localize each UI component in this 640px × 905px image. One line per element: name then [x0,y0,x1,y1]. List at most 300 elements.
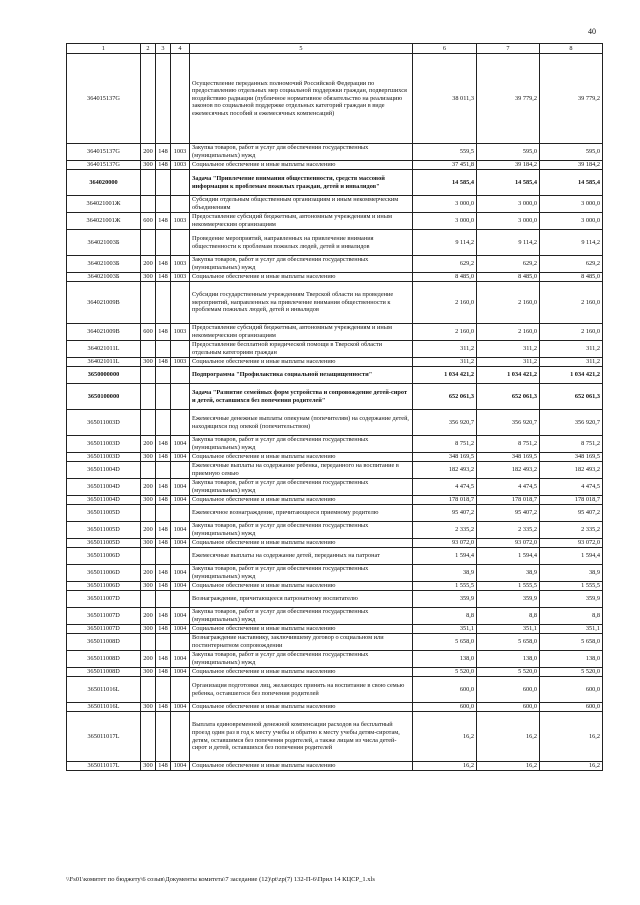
row-amount-year1-cell: 1 034 421,2 [413,367,477,384]
table-row [67,324,603,341]
column-header: 6 [413,44,477,54]
row-admin-cell: 148 [156,651,171,668]
row-name-cell: Закупка товаров, работ и услуг для обеспечения государственных (муниципальных) нужд [190,565,413,582]
row-amount-year2-cell: 311,2 [477,358,540,367]
table-row [67,358,603,367]
row-admin-cell [156,54,171,144]
table-row [67,522,603,539]
row-admin-cell [156,712,171,762]
row-amount-year2-cell: 652 061,3 [477,384,540,410]
row-vr-cell: 300 [141,703,156,712]
row-vr-cell [141,341,156,358]
table-row [67,703,603,712]
row-vr-cell: 300 [141,273,156,282]
row-amount-year2-cell: 351,1 [477,625,540,634]
row-code-cell: 364021011L [67,341,141,358]
row-amount-year3-cell: 652 061,3 [540,384,603,410]
table-row [67,496,603,505]
row-section-cell: 1004 [171,522,190,539]
row-amount-year3-cell: 629,2 [540,256,603,273]
row-admin-cell [156,230,171,256]
row-name-cell: Вознаграждение наставнику, заключившему договор о социальном или постинтернатном сопровождении [190,634,413,651]
table-row [67,196,603,213]
row-amount-year1-cell: 16,2 [413,762,477,771]
row-amount-year3-cell: 1 594,4 [540,548,603,565]
row-name-cell: Социальное обеспечение и иные выплаты населению [190,358,413,367]
row-name-cell: Задача "Привлечение внимания общественности, средств массовой информации к проблемам пожилых граждан, детей и инвалидов" [190,170,413,196]
table-row [67,213,603,230]
row-amount-year2-cell: 1 034 421,2 [477,367,540,384]
table-row [67,712,603,762]
row-name-cell: Ежемесячное вознаграждение, причитающееся приемному родителю [190,505,413,522]
row-admin-cell [156,341,171,358]
row-amount-year3-cell: 95 407,2 [540,505,603,522]
table-row [67,273,603,282]
row-name-cell: Закупка товаров, работ и услуг для обеспечения государственных (муниципальных) нужд [190,608,413,625]
table-row [67,256,603,273]
row-amount-year3-cell: 5 658,0 [540,634,603,651]
row-admin-cell: 148 [156,256,171,273]
row-amount-year1-cell: 93 072,0 [413,539,477,548]
row-vr-cell: 600 [141,213,156,230]
row-vr-cell: 300 [141,358,156,367]
row-amount-year2-cell: 1 594,4 [477,548,540,565]
row-amount-year3-cell: 1 555,5 [540,582,603,591]
row-amount-year3-cell: 138,0 [540,651,603,668]
table-row [67,230,603,256]
row-section-cell [171,548,190,565]
row-section-cell [171,341,190,358]
row-amount-year1-cell: 652 061,3 [413,384,477,410]
row-section-cell: 1004 [171,651,190,668]
row-code-cell: 365011003D [67,453,141,462]
row-vr-cell [141,591,156,608]
table-row [67,54,603,144]
table-row [67,161,603,170]
row-admin-cell [156,677,171,703]
row-amount-year1-cell: 348 169,5 [413,453,477,462]
row-amount-year3-cell: 3 000,0 [540,196,603,213]
row-name-cell: Социальное обеспечение и иные выплаты населению [190,582,413,591]
row-section-cell: 1004 [171,539,190,548]
row-amount-year2-cell: 16,2 [477,762,540,771]
row-amount-year2-cell: 3 000,0 [477,196,540,213]
row-name-cell: Закупка товаров, работ и услуг для обеспечения государственных (муниципальных) нужд [190,522,413,539]
column-header: 7 [477,44,540,54]
table-row [67,634,603,651]
row-section-cell: 1004 [171,703,190,712]
row-section-cell [171,462,190,479]
row-amount-year2-cell: 600,0 [477,703,540,712]
row-section-cell [171,54,190,144]
row-amount-year3-cell: 356 920,7 [540,410,603,436]
row-vr-cell: 300 [141,539,156,548]
table-row [67,282,603,324]
row-admin-cell: 148 [156,273,171,282]
row-amount-year3-cell: 2 160,0 [540,282,603,324]
row-name-cell: Задача "Развитие семейных форм устройства и сопровождение детей-сирот и детей, оставшихся без попечения родителей" [190,384,413,410]
row-name-cell: Закупка товаров, работ и услуг для обеспечения государственных (муниципальных) нужд [190,436,413,453]
row-amount-year1-cell: 600,0 [413,677,477,703]
row-name-cell: Социальное обеспечение и иные выплаты населению [190,762,413,771]
row-vr-cell [141,384,156,410]
row-amount-year3-cell: 38,9 [540,565,603,582]
row-name-cell: Социальное обеспечение и иные выплаты населению [190,496,413,505]
row-admin-cell: 148 [156,539,171,548]
table-row [67,591,603,608]
row-section-cell: 1004 [171,582,190,591]
column-header: 4 [171,44,190,54]
row-code-cell: 3650000000 [67,367,141,384]
row-section-cell: 1004 [171,436,190,453]
row-amount-year3-cell: 8,8 [540,608,603,625]
row-section-cell: 1004 [171,565,190,582]
row-amount-year2-cell: 9 114,2 [477,230,540,256]
row-code-cell: 365011003D [67,436,141,453]
row-code-cell: 365011005D [67,505,141,522]
row-amount-year1-cell: 351,1 [413,625,477,634]
row-amount-year1-cell: 3 000,0 [413,213,477,230]
table-row [67,341,603,358]
row-amount-year1-cell: 95 407,2 [413,505,477,522]
row-vr-cell: 300 [141,582,156,591]
row-amount-year3-cell: 14 585,4 [540,170,603,196]
row-amount-year2-cell: 595,0 [477,144,540,161]
row-amount-year3-cell: 2 160,0 [540,324,603,341]
row-vr-cell [141,230,156,256]
row-code-cell: 365011004D [67,479,141,496]
row-name-cell: Социальное обеспечение и иные выплаты населению [190,539,413,548]
row-amount-year3-cell: 93 072,0 [540,539,603,548]
row-amount-year2-cell: 2 160,0 [477,324,540,341]
row-amount-year3-cell: 9 114,2 [540,230,603,256]
table-row [67,367,603,384]
row-code-cell: 364021011L [67,358,141,367]
row-admin-cell: 148 [156,625,171,634]
row-admin-cell: 148 [156,358,171,367]
row-amount-year3-cell: 178 018,7 [540,496,603,505]
row-amount-year1-cell: 4 474,5 [413,479,477,496]
row-vr-cell: 200 [141,522,156,539]
row-section-cell: 1003 [171,256,190,273]
row-section-cell: 1004 [171,608,190,625]
row-section-cell [171,712,190,762]
row-name-cell: Подпрограмма "Профилактика социальной незащищенности" [190,367,413,384]
row-code-cell: 365011003D [67,410,141,436]
row-amount-year2-cell: 178 018,7 [477,496,540,505]
row-name-cell: Ежемесячные выплаты на содержание ребенка, переданного на воспитание в приемную семью [190,462,413,479]
row-vr-cell: 200 [141,651,156,668]
table-row [67,384,603,410]
row-admin-cell [156,282,171,324]
row-name-cell: Закупка товаров, работ и услуг для обеспечения государственных (муниципальных) нужд [190,144,413,161]
row-section-cell: 1003 [171,213,190,230]
row-vr-cell: 300 [141,496,156,505]
row-vr-cell [141,677,156,703]
row-section-cell: 1003 [171,273,190,282]
row-amount-year2-cell: 138,0 [477,651,540,668]
row-code-cell: 365011017L [67,712,141,762]
row-amount-year1-cell: 37 451,8 [413,161,477,170]
row-admin-cell: 148 [156,436,171,453]
row-code-cell: 365011008D [67,668,141,677]
row-section-cell [171,384,190,410]
row-amount-year1-cell: 629,2 [413,256,477,273]
row-code-cell: 364015137G [67,54,141,144]
row-code-cell: 365011016L [67,677,141,703]
row-name-cell: Ежемесячные выплаты на содержание детей, переданных на патронат [190,548,413,565]
row-admin-cell [156,367,171,384]
row-admin-cell: 148 [156,324,171,341]
row-section-cell [171,410,190,436]
row-code-cell: 364015137G [67,144,141,161]
row-section-cell [171,677,190,703]
row-admin-cell: 148 [156,668,171,677]
row-code-cell: 365011006D [67,565,141,582]
table-row [67,436,603,453]
row-section-cell: 1003 [171,324,190,341]
row-amount-year3-cell: 311,2 [540,358,603,367]
row-admin-cell [156,196,171,213]
row-amount-year1-cell: 8,8 [413,608,477,625]
column-header: 3 [156,44,171,54]
row-amount-year2-cell: 93 072,0 [477,539,540,548]
row-amount-year3-cell: 600,0 [540,677,603,703]
row-code-cell: 3650100000 [67,384,141,410]
row-vr-cell [141,634,156,651]
row-admin-cell [156,505,171,522]
row-admin-cell: 148 [156,762,171,771]
row-section-cell: 1004 [171,668,190,677]
row-vr-cell: 200 [141,144,156,161]
row-admin-cell [156,548,171,565]
row-amount-year2-cell: 348 169,5 [477,453,540,462]
row-vr-cell: 200 [141,256,156,273]
row-amount-year2-cell: 2 335,2 [477,522,540,539]
row-admin-cell: 148 [156,161,171,170]
row-vr-cell [141,54,156,144]
row-code-cell: 364021003Б [67,273,141,282]
row-vr-cell [141,462,156,479]
table-row [67,144,603,161]
row-amount-year3-cell: 595,0 [540,144,603,161]
row-amount-year1-cell: 5 520,0 [413,668,477,677]
row-amount-year1-cell: 138,0 [413,651,477,668]
row-section-cell [171,591,190,608]
table-body [67,54,603,771]
table-row [67,505,603,522]
row-name-cell: Предоставление бесплатной юридической помощи в Тверской области отдельным категориям граждан [190,341,413,358]
row-amount-year2-cell: 2 160,0 [477,282,540,324]
row-amount-year3-cell: 2 335,2 [540,522,603,539]
row-amount-year2-cell: 629,2 [477,256,540,273]
row-code-cell: 365011017L [67,762,141,771]
row-code-cell: 365011016L [67,703,141,712]
table-row [67,651,603,668]
row-code-cell: 364021009В [67,282,141,324]
row-amount-year3-cell: 1 034 421,2 [540,367,603,384]
table-row [67,608,603,625]
row-admin-cell: 148 [156,522,171,539]
row-amount-year1-cell: 9 114,2 [413,230,477,256]
row-name-cell: Вознаграждение, причитающееся патронатному воспитателю [190,591,413,608]
row-name-cell: Социальное обеспечение и иные выплаты населению [190,161,413,170]
row-amount-year2-cell: 8 485,0 [477,273,540,282]
row-amount-year2-cell: 8 751,2 [477,436,540,453]
row-amount-year1-cell: 38,9 [413,565,477,582]
row-amount-year3-cell: 8 485,0 [540,273,603,282]
row-section-cell: 1003 [171,161,190,170]
row-code-cell: 365011008D [67,651,141,668]
row-amount-year1-cell: 356 920,7 [413,410,477,436]
row-amount-year3-cell: 348 169,5 [540,453,603,462]
row-amount-year3-cell: 8 751,2 [540,436,603,453]
row-name-cell: Проведение мероприятий, направленных на привлечение внимания общественности к проблемам пожилых людей, детей и инвалидов [190,230,413,256]
row-code-cell: 364021009В [67,324,141,341]
row-amount-year2-cell: 5 658,0 [477,634,540,651]
row-vr-cell [141,367,156,384]
row-amount-year1-cell: 38 011,3 [413,54,477,144]
row-vr-cell [141,282,156,324]
row-code-cell: 365011007D [67,591,141,608]
row-section-cell [171,367,190,384]
row-amount-year2-cell: 5 520,0 [477,668,540,677]
row-vr-cell: 200 [141,436,156,453]
row-code-cell: 365011008D [67,634,141,651]
row-code-cell: 365011006D [67,582,141,591]
table-row [67,453,603,462]
row-name-cell: Социальное обеспечение и иные выплаты населению [190,273,413,282]
row-vr-cell: 300 [141,161,156,170]
row-amount-year2-cell: 14 585,4 [477,170,540,196]
row-vr-cell: 200 [141,608,156,625]
row-admin-cell [156,591,171,608]
row-admin-cell: 148 [156,144,171,161]
row-name-cell: Осуществление переданных полномочий Российской Федерации по предоставлению отдельных мер социальной поддержки граждан, подвергшихся воздействию радиации (публичное нормативное обязательство на реализацию законов по социальной поддержке отдельных категорий граждан в виде ежемесячных пособий и ежемесячных компенсаций) [190,54,413,144]
row-section-cell: 1004 [171,496,190,505]
table-row [67,565,603,582]
row-code-cell: 365011005D [67,539,141,548]
file-path-footer: \\Fs01\комитет по бюджету\6 созыв\Документы комитета\7 заседание (12)\pt\zp(7) 132-П-6\Прил 14 КЦСР_1.xls [66,876,375,883]
row-name-cell: Ежемесячные денежные выплаты опекунам (попечителям) на содержание детей, находящихся под опекой (попечительством) [190,410,413,436]
row-code-cell: 365011004D [67,462,141,479]
row-vr-cell [141,196,156,213]
row-name-cell: Социальное обеспечение и иные выплаты населению [190,703,413,712]
row-amount-year1-cell: 2 160,0 [413,324,477,341]
table-row [67,410,603,436]
row-amount-year2-cell: 356 920,7 [477,410,540,436]
table-row [67,625,603,634]
row-code-cell: 365011007D [67,625,141,634]
row-code-cell: 364020000 [67,170,141,196]
row-admin-cell [156,634,171,651]
row-code-cell: 364021003Б [67,256,141,273]
row-admin-cell: 148 [156,565,171,582]
row-section-cell: 1004 [171,479,190,496]
row-vr-cell: 300 [141,625,156,634]
row-admin-cell [156,170,171,196]
table-row [67,582,603,591]
row-amount-year1-cell: 182 493,2 [413,462,477,479]
row-name-cell: Выплата единовременной денежной компенсации расходов на бесплатный проезд один раз в год к месту учебы и обратно к месту учебы детям-сиротам, детям, оставшимся без попечения родителей, а также лицам из числа детей-сирот и детей, оставшихся без попечения родителей [190,712,413,762]
row-amount-year2-cell: 8,8 [477,608,540,625]
row-amount-year3-cell: 182 493,2 [540,462,603,479]
row-amount-year1-cell: 178 018,7 [413,496,477,505]
row-amount-year3-cell: 39 184,2 [540,161,603,170]
row-amount-year1-cell: 8 485,0 [413,273,477,282]
row-admin-cell: 148 [156,703,171,712]
row-amount-year3-cell: 3 000,0 [540,213,603,230]
row-name-cell: Субсидии государственным учреждениям Тверской области на проведение мероприятий, направленных на привлечение внимания общественности к проблемам пожилых людей, детей и инвалидов [190,282,413,324]
row-amount-year2-cell: 3 000,0 [477,213,540,230]
row-section-cell [171,634,190,651]
row-admin-cell: 148 [156,453,171,462]
row-vr-cell [141,712,156,762]
row-name-cell: Социальное обеспечение и иные выплаты населению [190,668,413,677]
row-amount-year1-cell: 14 585,4 [413,170,477,196]
row-amount-year1-cell: 359,9 [413,591,477,608]
row-amount-year2-cell: 4 474,5 [477,479,540,496]
row-amount-year3-cell: 16,2 [540,762,603,771]
page-number: 40 [588,27,596,36]
table-header-row [67,44,603,54]
row-admin-cell: 148 [156,479,171,496]
row-admin-cell: 148 [156,496,171,505]
row-amount-year3-cell: 600,0 [540,703,603,712]
row-amount-year3-cell: 311,2 [540,341,603,358]
row-amount-year2-cell: 38,9 [477,565,540,582]
table-row [67,548,603,565]
table-row [67,170,603,196]
row-section-cell [171,230,190,256]
row-code-cell: 364021003Б [67,230,141,256]
row-name-cell: Предоставление субсидий бюджетным, автономным учреждениям и иным некоммерческим организациям [190,324,413,341]
row-vr-cell [141,410,156,436]
row-section-cell [171,282,190,324]
row-section-cell: 1003 [171,144,190,161]
row-name-cell: Закупка товаров, работ и услуг для обеспечения государственных (муниципальных) нужд [190,651,413,668]
row-name-cell: Социальное обеспечение и иные выплаты населению [190,453,413,462]
row-vr-cell: 300 [141,762,156,771]
table-row [67,462,603,479]
row-amount-year1-cell: 5 658,0 [413,634,477,651]
row-code-cell: 365011006D [67,548,141,565]
row-amount-year3-cell: 359,9 [540,591,603,608]
row-amount-year2-cell: 95 407,2 [477,505,540,522]
row-section-cell [171,196,190,213]
row-amount-year2-cell: 311,2 [477,341,540,358]
row-admin-cell [156,462,171,479]
row-amount-year1-cell: 311,2 [413,341,477,358]
row-vr-cell [141,505,156,522]
row-amount-year2-cell: 1 555,5 [477,582,540,591]
row-admin-cell: 148 [156,608,171,625]
row-admin-cell [156,410,171,436]
row-name-cell: Социальное обеспечение и иные выплаты населению [190,625,413,634]
row-amount-year1-cell: 1 594,4 [413,548,477,565]
row-amount-year1-cell: 3 000,0 [413,196,477,213]
row-amount-year2-cell: 600,0 [477,677,540,703]
row-vr-cell: 600 [141,324,156,341]
row-amount-year1-cell: 559,5 [413,144,477,161]
row-vr-cell: 200 [141,565,156,582]
row-name-cell: Закупка товаров, работ и услуг для обеспечения государственных (муниципальных) нужд [190,256,413,273]
row-admin-cell: 148 [156,582,171,591]
row-vr-cell: 200 [141,479,156,496]
row-section-cell: 1004 [171,625,190,634]
row-code-cell: 365011007D [67,608,141,625]
row-code-cell: 364021001Ж [67,196,141,213]
